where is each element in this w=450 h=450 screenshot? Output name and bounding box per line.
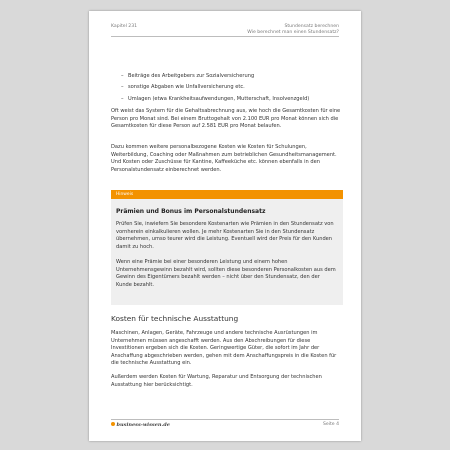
section-paragraph-1: Maschinen, Anlagen, Geräte, Fahrzeuge und andere technische Ausrüstungen im Unternehmen müssen angeschafft werden. Aus den Abschreibungen für diese Investitionen ergeben sich die Kosten. Geringwertige Güter, die sofort im Jahr der Anschaffung abgeschrieben werden, gehen mit dem Anschaffungspreis in die Kosten für die technische Ausstattung ein. (111, 330, 337, 367)
list-item: – Beiträge des Arbeitgebers zur Sozialversicherung (121, 73, 255, 79)
page-number: Seite 4 (322, 422, 339, 427)
paragraph-weitere-kosten: Dazu kommen weitere personalbezogene Kosten wie Kosten für Schulungen, Weiterbildung, Coaching oder Maßnahmen zum betrieblichen Gesundheitsmanagement. Und Kosten oder Zuschüsse für Kantine, Kaffeeküche etc. können ebenfalls in den Personalstundensatz einberechnet werden. (111, 144, 337, 173)
running-header-title: Stundensatz berechnen (284, 24, 339, 29)
chapter-label: Kapitel 231 (111, 24, 138, 29)
hint-paragraph-2: Wenn eine Prämie bei einer besonderen Leistung und einem hohen Unternehmensgewinn bezahlt wird, sollten diese besonderen Personalkosten aus dem Gewinn des Eigentümers bezahlt werden – nicht über den Stundensatz, den der Kunde bezahlt. (116, 259, 336, 288)
dash-bullet-icon: – (121, 84, 124, 91)
footer-divider (111, 419, 339, 420)
hint-label: Hinweis (116, 191, 134, 197)
hint-title: Prämien und Bonus im Personalstundensatz (116, 208, 266, 215)
section-heading: Kosten für technische Ausstattung (111, 314, 239, 323)
document-page (89, 11, 361, 441)
running-header (247, 24, 339, 35)
list-item: – sonstige Abgaben wie Unfallversicherung etc. (121, 84, 245, 91)
paragraph-gesamtkosten: Oft weist das System für die Gehaltsabrechnung aus, wie hoch die Gesamtkosten für eine Person pro Monat sind. Bei einem Bruttogehalt von 2.100 EUR pro Monat können sich die Gesamtkosten für diese Person auf 2.581 EUR pro Monat belaufen. (111, 108, 341, 130)
running-header-subtitle: Wie berechnet man einen Stundensatz? (247, 29, 339, 35)
header-divider (111, 36, 339, 37)
logo-dot-icon (111, 422, 115, 426)
hint-box (111, 199, 343, 305)
cost-bullet-list (111, 73, 343, 107)
hint-paragraph-1: Prüfen Sie, inwiefern Sie besondere Kostenarten wie Prämien in den Stundensatz von vornherein einkalkulieren wollen. Je mehr Kostenarten Sie in den Stundensatz übernehmen, umso teurer wird die Leistung. Eventuell wird der Preis für den Kunden damit zu hoch. (116, 221, 334, 250)
hint-header-bar (111, 190, 343, 199)
dash-bullet-icon: – (121, 73, 124, 79)
footer-logo: business-wissen.de (111, 422, 170, 428)
list-item: – Umlagen (etwa Krankheitsaufwendungen, Mutterschaft, Insolvenzgeld) (121, 95, 310, 102)
section-paragraph-2: Außerdem werden Kosten für Wartung, Reparatur und Entsorgung der technischen Ausstattung hier berücksichtigt. (111, 374, 322, 388)
dash-bullet-icon: – (121, 95, 124, 102)
